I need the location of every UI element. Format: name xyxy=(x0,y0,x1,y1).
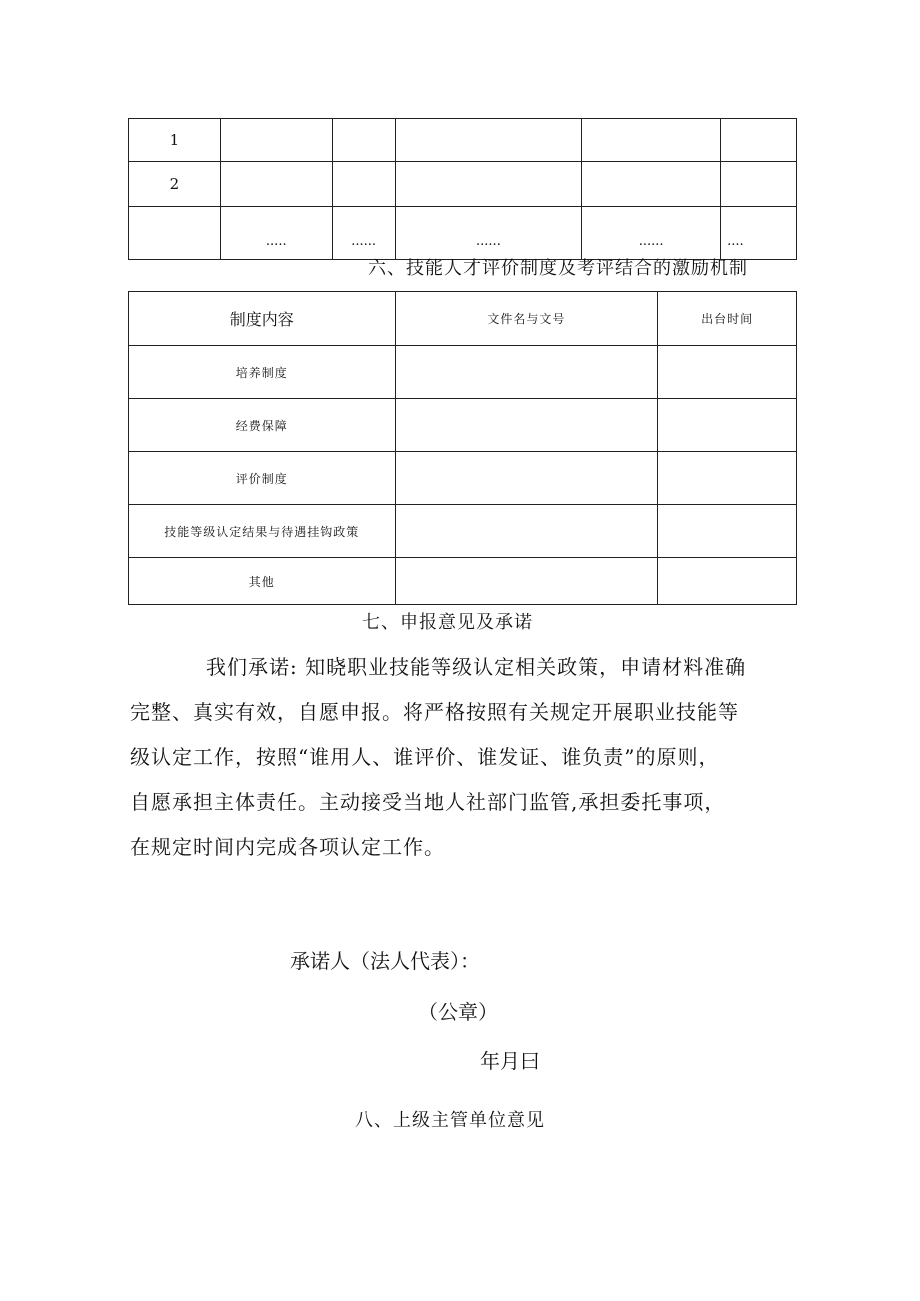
table-header-row xyxy=(129,292,797,346)
table-cell xyxy=(721,119,797,162)
system-item-label: 其他 xyxy=(129,558,396,605)
table-row xyxy=(129,162,797,207)
table-row xyxy=(129,207,797,260)
date-cell xyxy=(658,346,797,399)
table-row xyxy=(129,505,797,558)
table-row xyxy=(129,346,797,399)
section-6-heading: 六、技能人才评价制度及考评结合的激励机制 xyxy=(368,258,748,279)
column-header: 文件名与文号 xyxy=(395,292,658,346)
table-cell xyxy=(395,162,582,207)
document-cell xyxy=(395,505,658,558)
table-cell: 2 xyxy=(129,162,221,207)
system-item-label: 经费保障 xyxy=(129,399,396,452)
table-cell xyxy=(220,119,332,162)
table-cell: ...... xyxy=(582,207,721,260)
paragraph-line: 完整、真实有效，自愿申报。将严格按照有关规定开展职业技能等 xyxy=(130,700,739,724)
table-cell: .... xyxy=(721,207,797,260)
table-cell xyxy=(332,119,395,162)
signer-label: 承诺人（法人代表）： xyxy=(290,949,480,973)
table-cell: ...... xyxy=(332,207,395,260)
table-cell: ..... xyxy=(220,207,332,260)
evaluation-system-table xyxy=(128,291,797,605)
document-cell xyxy=(395,346,658,399)
document-cell xyxy=(395,452,658,505)
column-header: 出台时间 xyxy=(658,292,797,346)
table-cell xyxy=(129,207,221,260)
date-cell xyxy=(658,558,797,605)
commitment-paragraph xyxy=(130,645,810,870)
section-7-heading: 七、申报意见及承诺 xyxy=(362,612,533,633)
section-8-heading: 八、上级主管单位意见 xyxy=(355,1110,545,1131)
table-cell xyxy=(395,119,582,162)
table-cell xyxy=(332,162,395,207)
date-cell xyxy=(658,505,797,558)
date-label: 年月曰 xyxy=(480,1049,540,1073)
table-row xyxy=(129,452,797,505)
table-cell xyxy=(220,162,332,207)
official-seal-label: （公章） xyxy=(418,1000,498,1024)
table-row xyxy=(129,558,797,605)
date-cell xyxy=(658,399,797,452)
table-cell xyxy=(582,162,721,207)
system-item-label: 培养制度 xyxy=(129,346,396,399)
enterprise-list-table xyxy=(128,118,797,260)
date-cell xyxy=(658,452,797,505)
paragraph-line: 自愿承担主体责任。主动接受当地人社部门监管,承担委托事项， xyxy=(130,790,726,814)
document-cell xyxy=(395,558,658,605)
table-cell xyxy=(721,162,797,207)
system-item-label: 评价制度 xyxy=(129,452,396,505)
paragraph-line: 级认定工作，按照“谁用人、谁评价、谁发证、谁负责”的原则， xyxy=(130,745,720,769)
table-cell: ...... xyxy=(395,207,582,260)
table-cell xyxy=(582,119,721,162)
paragraph-line: 在规定时间内完成各项认定工作。 xyxy=(130,835,445,859)
column-header: 制度内容 xyxy=(129,292,396,346)
document-cell xyxy=(395,399,658,452)
table-row xyxy=(129,119,797,162)
table-row xyxy=(129,399,797,452)
table-cell: 1 xyxy=(129,119,221,162)
paragraph-line: 我们承诺: 知晓职业技能等级认定相关政策，申请材料准确 xyxy=(206,655,747,679)
system-item-label: 技能等级认定结果与待遇挂钩政策 xyxy=(129,505,396,558)
